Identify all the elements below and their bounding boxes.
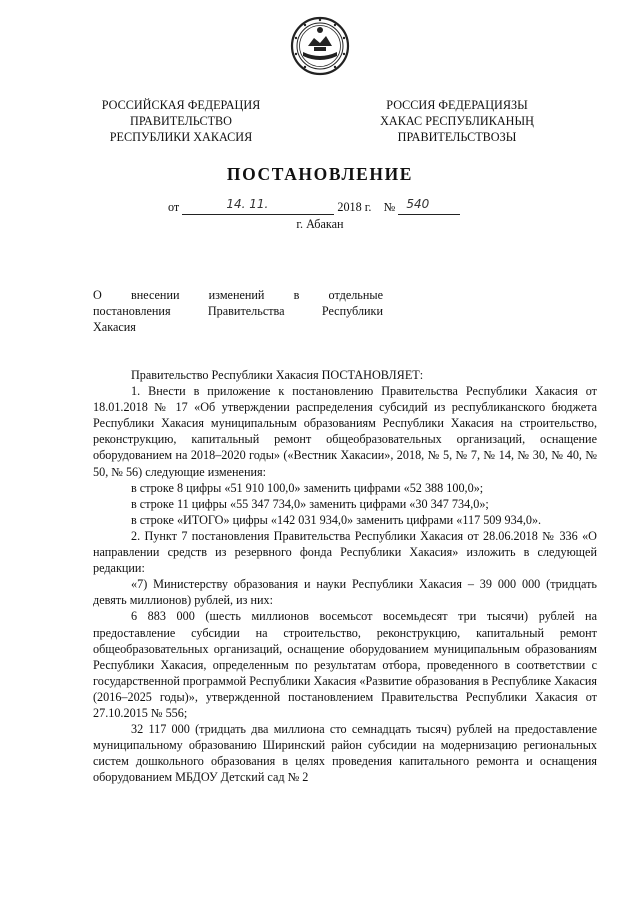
header-right-line: ПРАВИТЕЛЬСТВОЗЫ xyxy=(397,130,517,144)
body-paragraph: 6 883 000 (шесть миллионов восемьсот восемьдесят три тысячи) рублей на предоставление субсидии на строительство, реконструкцию, капитальный ремонт общеобразовательных организаций, оснащение оборудованием муниципальным образованиям Республики Хакасия, определенным по результатам отбора, проведенного в соответствии с государственной программой Республики Хакасия «Развитие образования в Республике Хакасия (2016–2025 годы)», утвержденной постановлением Правительства Республики Хакасия от 27.10.2015 № 556; xyxy=(93,609,597,720)
date-prefix: от xyxy=(168,200,180,214)
date-number-line xyxy=(168,197,488,215)
header-left-line: РЕСПУБЛИКИ ХАКАСИЯ xyxy=(109,130,253,144)
body-paragraph: в строке 8 цифры «51 910 100,0» заменить цифрами «52 388 100,0»; xyxy=(131,480,484,495)
date-year: 2018 г. xyxy=(337,200,372,214)
subject-line: О внесении изменений в отдельные xyxy=(93,288,383,302)
document-body xyxy=(93,367,597,785)
number-sign: № xyxy=(383,200,396,214)
header-left-line: ПРАВИТЕЛЬСТВО xyxy=(130,114,232,128)
date-field xyxy=(182,197,334,215)
body-paragraph: в строке «ИТОГО» цифры «142 031 934,0» заменить цифрами «117 509 934,0». xyxy=(131,512,542,527)
number-field xyxy=(398,197,460,215)
body-paragraph: 32 117 000 (тридцать два миллиона сто семнадцать тысяч) рублей на предоставление муниципальному образованию Ширинский район субсидии на модернизацию региональных систем дошкольного образования в целях проведения капитального ремонта и оснащения оборудованием МБДОУ Детский сад № 2 xyxy=(93,722,597,785)
body-paragraph: в строке 11 цифры «55 347 734,0» заменить цифрами «30 347 734,0»; xyxy=(131,496,489,511)
subject-line: Хакасия xyxy=(93,320,136,334)
body-paragraph: «7) Министерству образования и науки Республики Хакасия – 39 000 000 (тридцать девять миллионов) рублей, из них: xyxy=(93,577,597,608)
body-paragraph: 1. Внести в приложение к постановлению Правительства Республики Хакасия от 18.01.2018 № 17 «Об утверждении распределения субсидий из республиканского бюджета Республики Хакасия муниципальным образованиям Республики Хакасия на строительство, реконструкцию, капитальный ремонт общеобразовательных организаций, оснащение оборудованием на 2018–2020 годы» («Вестник Хакасии», 2018, № 5, № 7, № 14, № 30, № 40, № 50, № 56) следующие изменения: xyxy=(93,384,597,479)
body-paragraph: Правительство Республики Хакасия ПОСТАНОВЛЯЕТ: xyxy=(131,368,424,382)
subject-line: постановления Правительства Республики xyxy=(93,304,383,318)
city-line: г. Абакан xyxy=(296,217,344,231)
header-right xyxy=(352,97,562,145)
header-right-line: РОССИЯ ФЕДЕРАЦИЯЗЫ xyxy=(386,98,528,112)
header-left xyxy=(76,97,286,145)
handwritten-date: 14. 11. xyxy=(226,197,269,211)
body-paragraph: 2. Пункт 7 постановления Правительства Республики Хакасия от 28.06.2018 № 336 «О направлении средств из резервного фонда Республики Хакасия» изложить в следующей редакции: xyxy=(93,528,597,576)
coat-of-arms-emblem xyxy=(290,16,350,76)
header-right-line: ХАКАС РЕСПУБЛИКАНЫҢ xyxy=(380,114,534,128)
handwritten-number: 540 xyxy=(406,197,430,211)
document-subject xyxy=(93,287,383,335)
document-title: ПОСТАНОВЛЕНИЕ xyxy=(226,164,414,184)
header-left-line: РОССИЙСКАЯ ФЕДЕРАЦИЯ xyxy=(101,98,261,112)
